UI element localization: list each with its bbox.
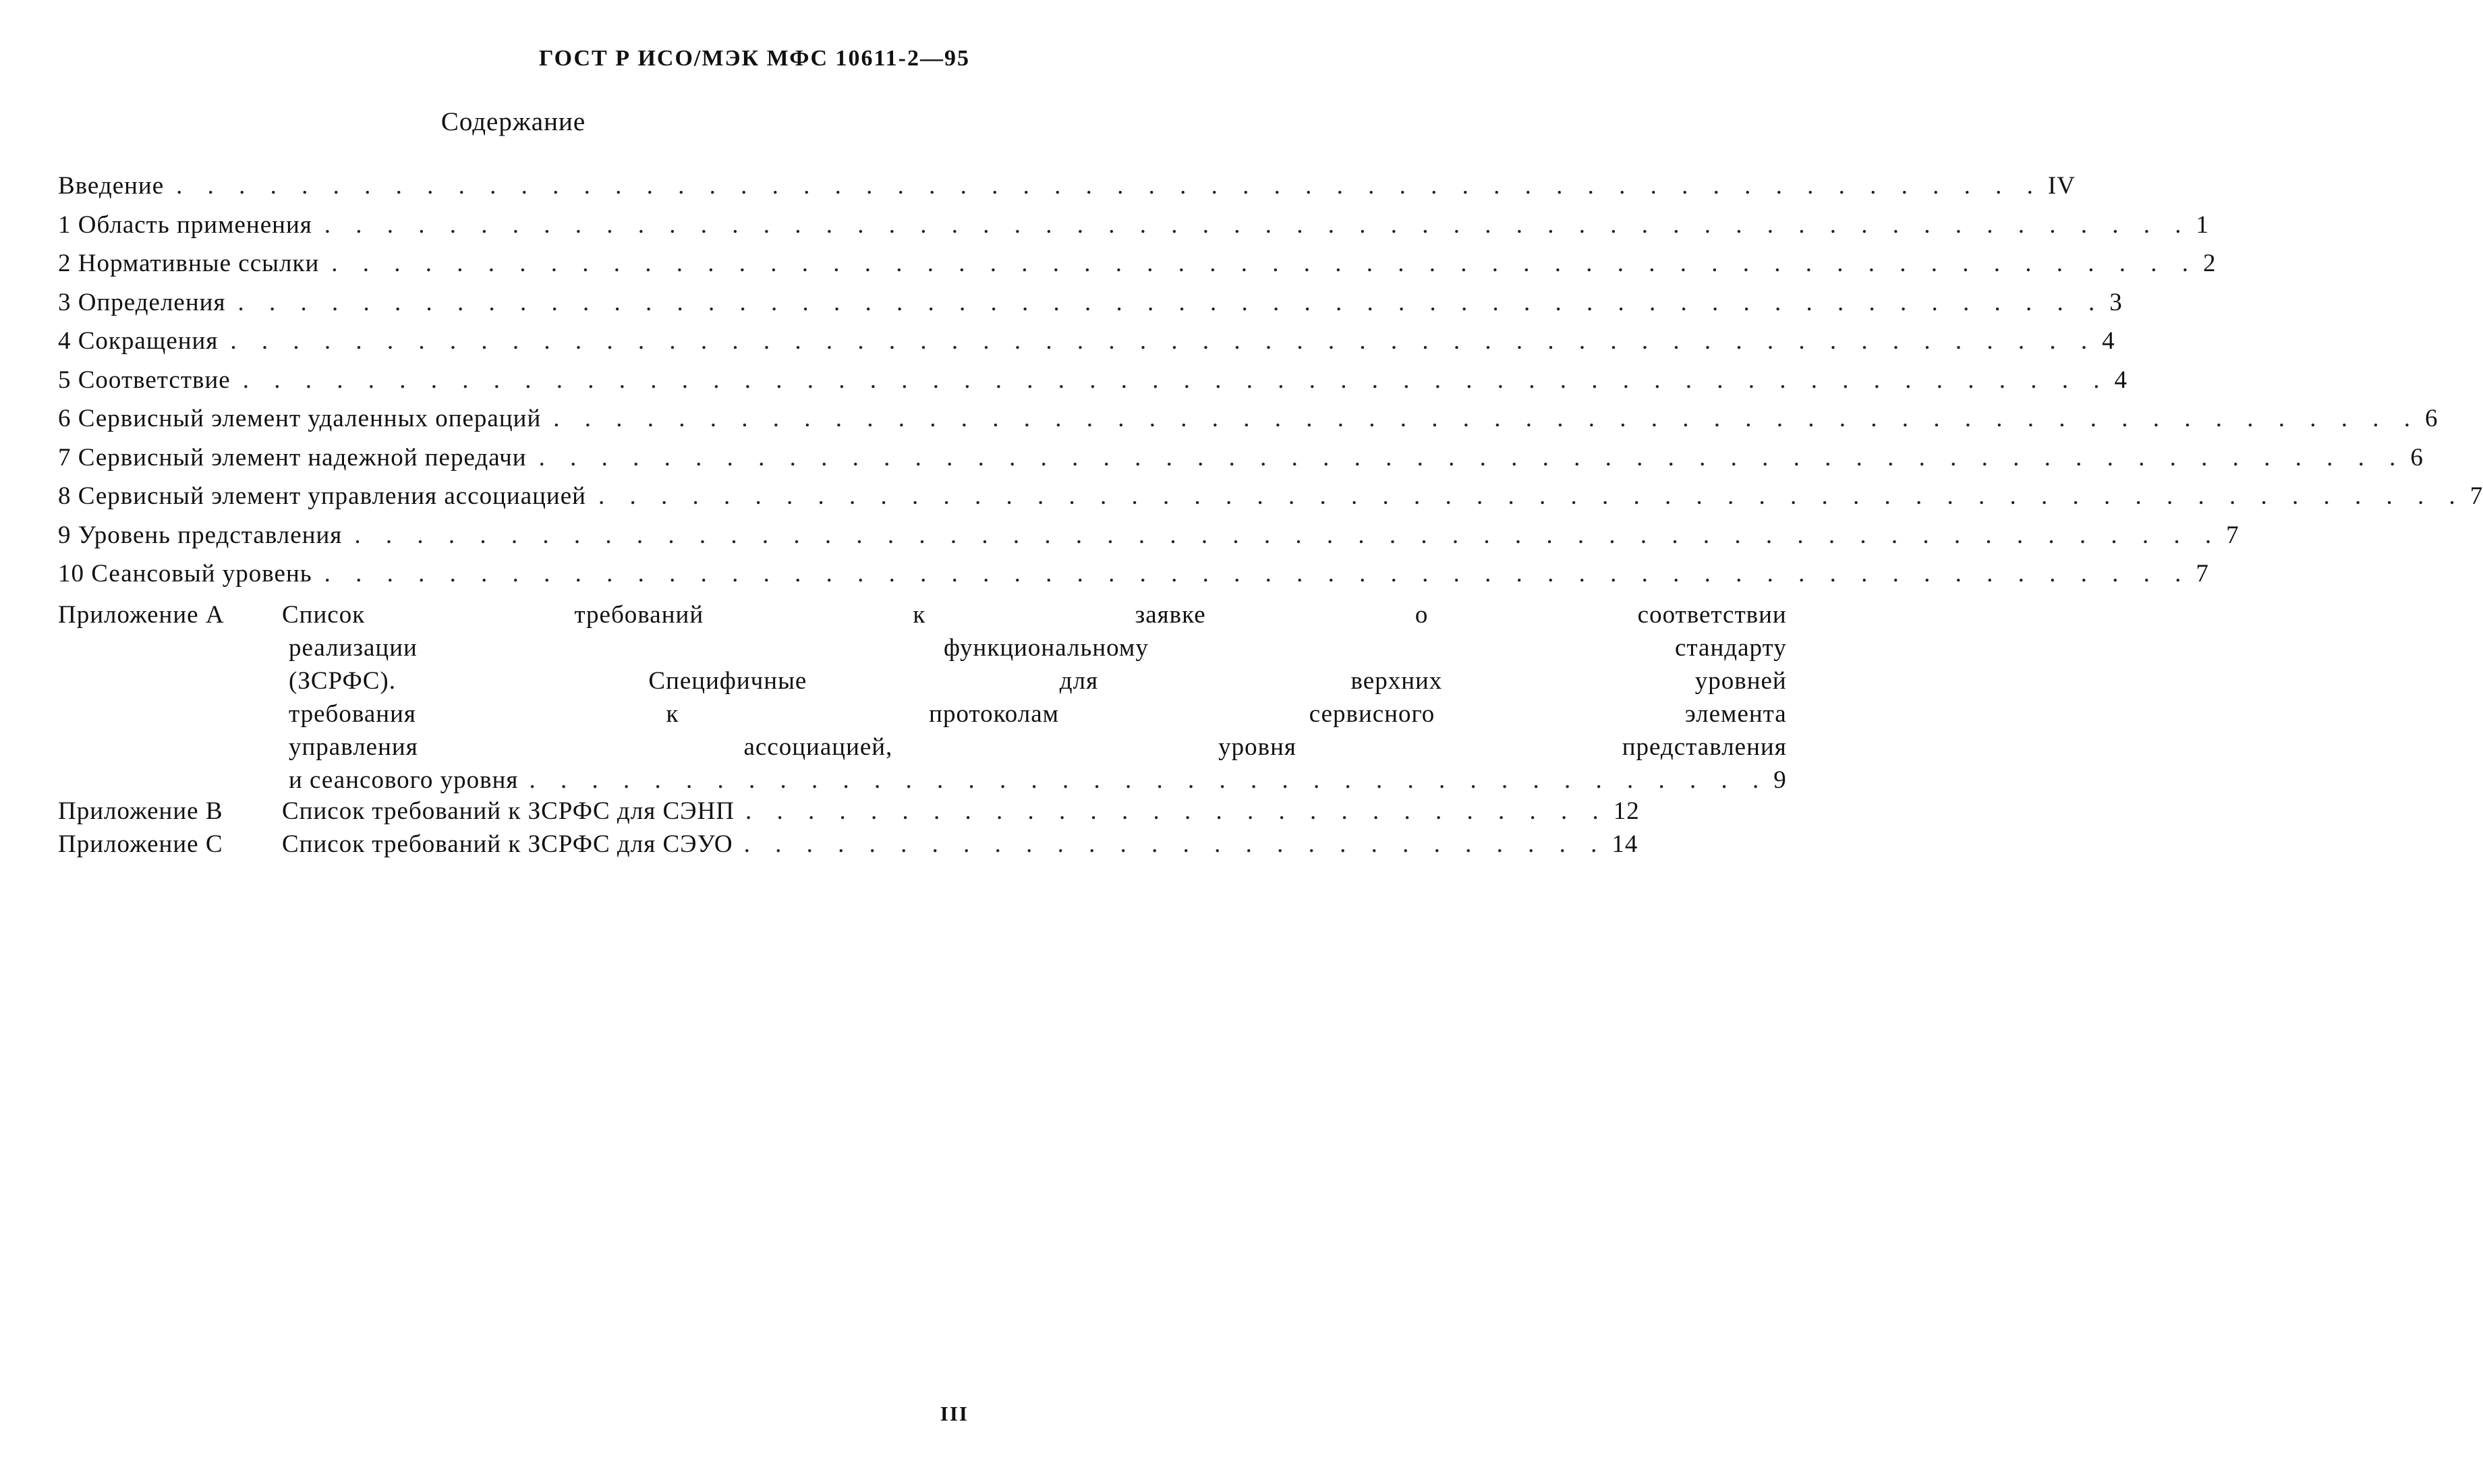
dot-leader: . . . . . . . . . . . . . . . . . . . . . . . . . . . . [743, 830, 1607, 858]
document-header: ГОСТ Р ИСО/МЭК МФС 10611-2—95 [538, 46, 970, 71]
toc-entry [58, 171, 2076, 210]
appendix-title-line: (ЗСРФС). Специфичные для верхних уровней [289, 666, 1787, 695]
page-title: Содержание [440, 107, 586, 136]
toc-entry [58, 210, 2210, 250]
appendix-title-line: требования к протоколам сервисного элемента [289, 700, 1787, 728]
toc-entry-page: 14 [1611, 830, 1638, 858]
appendix-title-last-line [289, 764, 1787, 797]
toc-entry-page: 12 [1613, 797, 1640, 825]
toc-entry-label: 7 Сервисный элемент надежной передачи [58, 443, 527, 472]
appendix-title-line: Список требований к заявке о соответствии [282, 600, 1787, 629]
toc-entry-label: 6 Сервисный элемент удаленных операций [58, 405, 542, 432]
dot-leader: . . . . . . . . . . . . . . . . . . . . . . . . . . . . . . . . . . . . . . . . . . . . . . . . . . . . . . . . . . . . [553, 405, 2420, 432]
appendix-title-continuation [282, 631, 1787, 797]
toc-entry-label: Введение [58, 172, 165, 200]
toc-entry [58, 443, 2424, 482]
dot-leader: . . . . . . . . . . . . . . . . . . . . . . . . . . . . . . . . . . . . . . . . . . . . . . . . . . . . . . . . . . . . [538, 443, 2405, 472]
toc-entry-label: 10 Сеансовый уровень [58, 560, 312, 588]
toc-entry-label: 3 Определения [58, 288, 226, 316]
dot-leader: . . . . . . . . . . . . . . . . . . . . . . . . . . . . . . . . . . . . . . . . . . . . . . . . . . . . . . . . . . . . [354, 521, 2221, 549]
toc-entry-page: 7 [2196, 560, 2209, 588]
dot-leader: . . . . . . . . . . . . . . . . . . . . . . . . . . . . . . . . . . . . . . . . . . . . . . . . . . . . . . . . . . . . [176, 172, 2043, 200]
toc-entry [58, 559, 2209, 598]
toc-entry-page: IV [2047, 172, 2076, 200]
toc-entry-label: 8 Сервисный элемент управления ассоциацией [58, 482, 586, 510]
toc-entry-label: 9 Уровень представления [58, 521, 343, 549]
appendix-title: Список требований к ЗСРФС для СЭНП [282, 797, 735, 825]
page-number: III [940, 1402, 969, 1425]
dot-leader: . . . . . . . . . . . . . . . . . . . . . . . . . . . . . . . . . . . . . . . . . . . . . . . . . . . . . . . . . . . . [237, 288, 2105, 316]
toc-entry-label: 5 Соответствие [58, 366, 231, 394]
toc-entry [58, 288, 2123, 327]
toc-entry-page: 6 [2410, 443, 2424, 472]
dot-leader: . . . . . . . . . . . . . . . . . . . . . . . . . . . . . . . . . . . . . . . . . . . . . . . . . . . . . . . . . . . . [324, 560, 2191, 588]
toc-entry-page: 9 [1773, 766, 1787, 794]
toc-entry [58, 249, 2217, 288]
toc-entry-page: 4 [2102, 327, 2115, 355]
appendix-label: Приложение A [58, 600, 225, 629]
toc-entry [58, 326, 2115, 366]
toc-entry [58, 521, 2239, 560]
dot-leader: . . . . . . . . . . . . . . . . . . . . . . . . . . . . . . . . . . . . . . . . . . . . . . . . . . . . . . . . . . . . [230, 327, 2097, 355]
toc-entry-page: 7 [2226, 521, 2239, 549]
appendix-title [282, 598, 1787, 797]
toc-entry [58, 404, 2438, 443]
appendix-title-line: управления ассоциацией, уровня представления [289, 733, 1787, 761]
toc-appendix-b [58, 797, 1640, 830]
toc-entry-label: 2 Нормативные ссылки [58, 250, 320, 277]
dot-leader: . . . . . . . . . . . . . . . . . . . . . . . . . . . . [745, 797, 1608, 825]
toc-appendix-c [58, 830, 1638, 863]
appendix-title: Список требований к ЗСРФС для СЭУО [282, 830, 733, 858]
appendix-label: Приложение B [58, 797, 223, 825]
toc-entry-page: 1 [2196, 210, 2210, 239]
toc-entry-page: 6 [2425, 405, 2438, 432]
appendix-title-line: и сеансового уровня [289, 766, 519, 794]
table-of-contents [58, 171, 2483, 863]
dot-leader: . . . . . . . . . . . . . . . . . . . . . . . . . . . . . . . . . . . . . . . . . . . . . . . . . . . . . . . . . . . . [324, 210, 2191, 239]
toc-entry-page: 7 [2470, 482, 2483, 510]
toc-entry-page: 3 [2109, 288, 2123, 316]
dot-leader: . . . . . . . . . . . . . . . . . . . . . . . . . . . . . . . . . . . . . . . . [529, 766, 1769, 794]
appendix-label: Приложение C [58, 830, 223, 858]
toc-entry-label: 1 Область применения [58, 210, 312, 239]
toc-appendix-a [58, 598, 1787, 797]
toc-entry-page: 2 [2203, 250, 2217, 277]
dot-leader: . . . . . . . . . . . . . . . . . . . . . . . . . . . . . . . . . . . . . . . . . . . . . . . . . . . . . . . . . . . . [598, 482, 2465, 510]
toc-entry [58, 366, 2128, 405]
dot-leader: . . . . . . . . . . . . . . . . . . . . . . . . . . . . . . . . . . . . . . . . . . . . . . . . . . . . . . . . . . . . [242, 366, 2109, 394]
dot-leader: . . . . . . . . . . . . . . . . . . . . . . . . . . . . . . . . . . . . . . . . . . . . . . . . . . . . . . . . . . . . [331, 250, 2198, 277]
toc-entry-page: 4 [2114, 366, 2128, 394]
toc-entry-label: 4 Сокращения [58, 327, 219, 355]
appendix-title-line: реализации функциональному стандарту [289, 633, 1787, 662]
toc-entry [58, 482, 2483, 521]
